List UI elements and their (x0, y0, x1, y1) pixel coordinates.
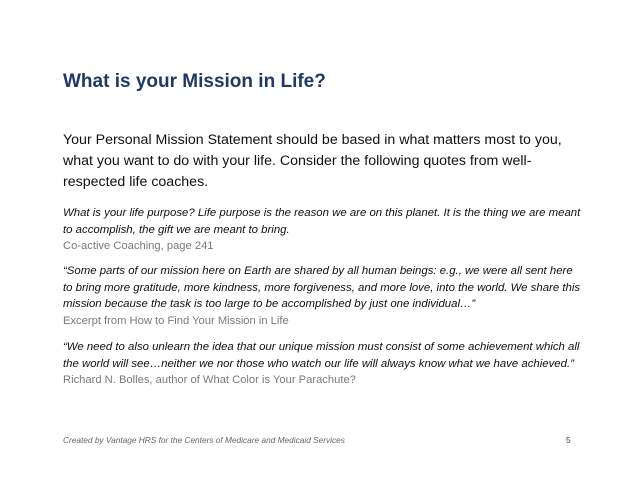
quote-source: Richard N. Bolles, author of What Color is Your Parachute? (63, 374, 356, 386)
intro-paragraph: Your Personal Mission Statement should be based in what matters most to you, what you want to do with your life. Consider the following quotes from well-respected life coaches. (63, 132, 562, 190)
quote-block-unique-mission (63, 339, 583, 389)
quote-block-shared-mission (63, 263, 583, 329)
quote-source: Excerpt from How to Find Your Mission in Life (63, 314, 289, 327)
quote-block-life-purpose (63, 205, 583, 255)
quote-text: “Some parts of our mission here on Earth are shared by all human beings: e.g., we were all sent here to bring more gratitude, more kindness, more forgiveness, and more love, into the world. We share this mission because the task is too large to be accomplished by just one individual…” (63, 265, 581, 310)
footer-credit: Created by Vantage HRS for the Centers of Medicare and Medicaid Services (63, 435, 345, 445)
quote-text: “We need to also unlearn the idea that our unique mission must consist of some achievement which all the world will see…neither we nor those who watch our life will always know what we have achieved.” (63, 341, 580, 370)
page-number: 5 (566, 435, 571, 445)
quote-source: Co-active Coaching, page 241 (63, 240, 214, 252)
quote-text: What is your life purpose? Life purpose is the reason we are on this planet. It is the thing we are meant to accomplish, the gift we are meant to bring. (63, 207, 581, 236)
slide-title: What is your Mission in Life? (63, 71, 326, 92)
